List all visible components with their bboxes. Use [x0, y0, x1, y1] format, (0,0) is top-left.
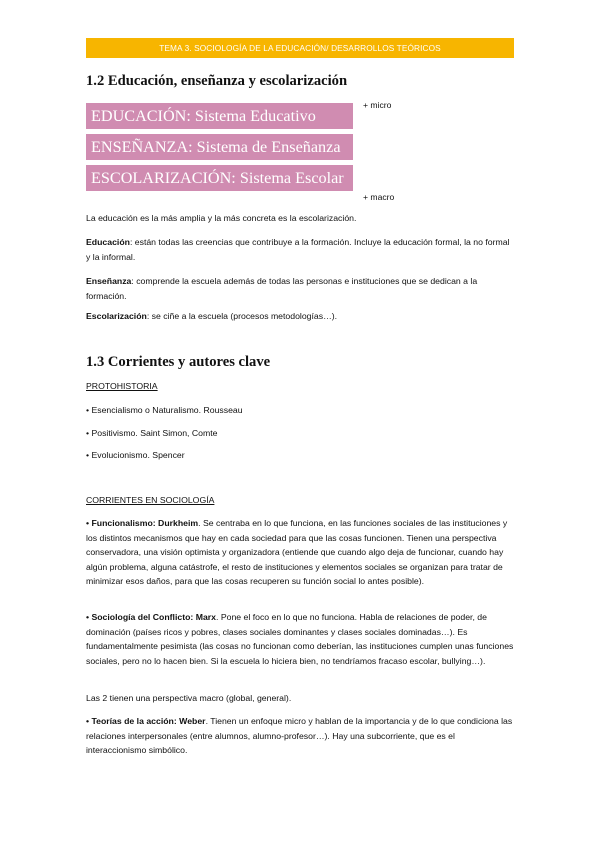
funcionalismo-term: • Funcionalismo: Durkheim	[86, 518, 199, 528]
def-text: : están todas las creencias que contribuye a la formación. Incluye la educación formal, la no formal y la informal.	[86, 237, 510, 262]
conflicto-paragraph	[86, 610, 516, 668]
box-ensenanza: ENSEÑANZA: Sistema de Enseñanza	[86, 134, 353, 160]
def-text: : comprende la escuela además de todas las personas e instituciones que se dedican a la formación.	[86, 276, 478, 301]
section-13-title: 1.3 Corrientes y autores clave	[86, 354, 271, 370]
def-term: Educación	[86, 237, 130, 247]
section-12-title: 1.2 Educación, enseñanza y escolarización	[86, 73, 348, 89]
proto-heading: PROTOHISTORIA	[86, 381, 158, 391]
funcionalismo-paragraph	[86, 516, 516, 589]
intro-paragraph: La educación es la más amplia y la más concreta es la escolarización.	[86, 213, 357, 223]
funcionalismo-text: . Se centraba en lo que funciona, en las funciones sociales de las instituciones y los distintos mecanismos que hay en cada sociedad para que las cosas funcionen. Tienen una perspectiva conservadora, una visión optimista y organizadora (entiende que cuando algo deja de funcionar, cuando hay algún problema, alguna catástrofe, el resto de instituciones y elementos sociales se organizan para tratar de minimizar esos daños, para que las cosas recuperen su función social lo antes posible).	[86, 518, 508, 587]
conflicto-term: • Sociología del Conflicto: Marx	[86, 612, 216, 622]
proto-item: • Positivismo. Saint Simon, Comte	[86, 428, 218, 438]
accion-term: • Teorías de la acción: Weber	[86, 716, 206, 726]
header-text: TEMA 3. SOCIOLOGÍA DE LA EDUCACIÓN/ DESARROLLOS TEÓRICOS	[159, 43, 441, 53]
conflicto-text: . Pone el foco en lo que no funciona. Habla de relaciones de poder, de dominación (países ricos y pobres, clases sociales dominantes y clases sociales dominadas…). Es fundamentalmente pesimista (las cosas no funcionan como deberían, las instituciones cumplen unas funciones sociales, pero no lo hacen bien. Si la escuela lo hiciera bien, no tendríamos fracaso escolar, bullying…).	[86, 612, 514, 666]
corrientes-heading: CORRIENTES EN SOCIOLOGÍA	[86, 495, 215, 505]
box-educacion: EDUCACIÓN: Sistema Educativo	[86, 103, 353, 129]
proto-item: • Esencialismo o Naturalismo. Rousseau	[86, 405, 243, 415]
proto-item: • Evolucionismo. Spencer	[86, 450, 185, 460]
def-term: Escolarización	[86, 311, 147, 321]
def-term: Enseñanza	[86, 276, 132, 286]
header-bar	[86, 38, 514, 58]
def-ensenanza	[86, 274, 516, 303]
accion-paragraph	[86, 714, 516, 758]
def-escolarizacion	[86, 309, 516, 324]
def-educacion	[86, 235, 516, 264]
accion-text: . Tienen un enfoque micro y hablan de la importancia y de lo que condiciona las relaciones interpersonales (entre alumnos, alumno-profesor…). Hay una subcorriente, que es el interaccionismo simbólico.	[86, 716, 513, 756]
def-text: : se ciñe a la escuela (procesos metodologías…).	[146, 311, 338, 321]
macro-note: Las 2 tienen una perspectiva macro (global, general).	[86, 693, 292, 703]
macro-label: + macro	[363, 192, 395, 202]
micro-label: + micro	[363, 100, 392, 110]
box-escolarizacion: ESCOLARIZACIÓN: Sistema Escolar	[86, 165, 353, 191]
